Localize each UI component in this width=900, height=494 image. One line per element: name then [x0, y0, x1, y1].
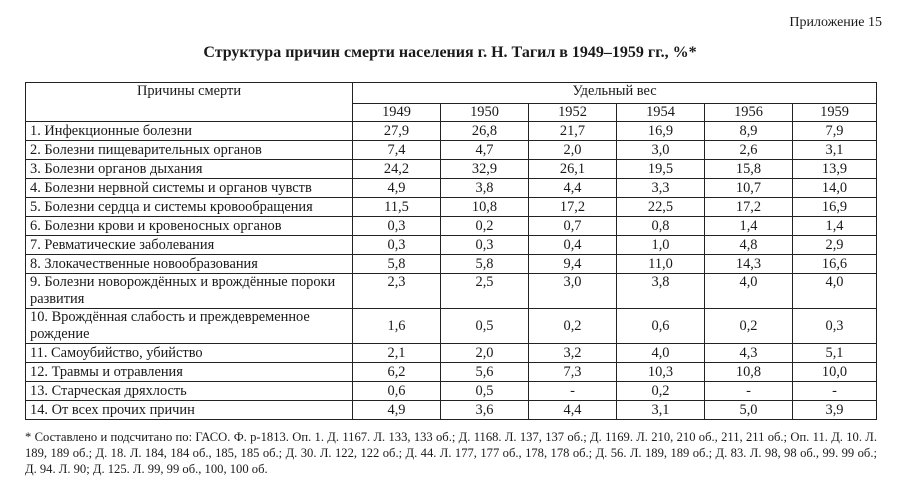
- value-cell: 4,9: [353, 179, 441, 198]
- value-cell: 1,4: [793, 217, 877, 236]
- value-cell: 17,2: [705, 198, 793, 217]
- table-row: [26, 309, 877, 344]
- value-cell: 0,3: [353, 217, 441, 236]
- value-cell: 10,0: [793, 363, 877, 382]
- value-cell: -: [793, 382, 877, 401]
- value-cell: 5,1: [793, 344, 877, 363]
- table-row: [26, 122, 877, 141]
- year-header: 1956: [705, 104, 793, 122]
- value-cell: 11,0: [617, 255, 705, 274]
- value-cell: 3,8: [441, 179, 529, 198]
- value-cell: 26,8: [441, 122, 529, 141]
- value-cell: 3,1: [793, 141, 877, 160]
- value-cell: 4,0: [793, 274, 877, 309]
- value-cell: 3,8: [617, 274, 705, 309]
- cause-cell: 5. Болезни сердца и системы кровообращения: [26, 198, 353, 217]
- cause-cell: 11. Самоубийство, убийство: [26, 344, 353, 363]
- value-cell: 10,3: [617, 363, 705, 382]
- value-cell: 10,7: [705, 179, 793, 198]
- value-cell: 26,1: [529, 160, 617, 179]
- table-row: [26, 236, 877, 255]
- value-cell: 2,6: [705, 141, 793, 160]
- cause-column-header: Причины смерти: [26, 83, 353, 122]
- value-cell: 5,8: [441, 255, 529, 274]
- cause-cell: 4. Болезни нервной системы и органов чувств: [26, 179, 353, 198]
- value-cell: 13,9: [793, 160, 877, 179]
- value-cell: 3,6: [441, 401, 529, 420]
- value-cell: 1,6: [353, 309, 441, 344]
- cause-cell: 10. Врождённая слабость и преждевременное рождение: [26, 309, 353, 344]
- value-cell: -: [705, 382, 793, 401]
- value-cell: 4,4: [529, 179, 617, 198]
- table-row: [26, 344, 877, 363]
- value-cell: 3,3: [617, 179, 705, 198]
- table-row: [26, 363, 877, 382]
- value-cell: 4,0: [617, 344, 705, 363]
- value-cell: 14,0: [793, 179, 877, 198]
- table-row: [26, 401, 877, 420]
- table-row: [26, 198, 877, 217]
- value-cell: -: [529, 382, 617, 401]
- value-cell: 1,4: [705, 217, 793, 236]
- value-cell: 4,9: [353, 401, 441, 420]
- value-cell: 9,4: [529, 255, 617, 274]
- value-cell: 15,8: [705, 160, 793, 179]
- value-cell: 0,2: [617, 382, 705, 401]
- value-cell: 5,6: [441, 363, 529, 382]
- year-header: 1959: [793, 104, 877, 122]
- table-row: [26, 382, 877, 401]
- year-header: 1954: [617, 104, 705, 122]
- mortality-table: [25, 82, 877, 420]
- value-cell: 32,9: [441, 160, 529, 179]
- value-cell: 5,8: [353, 255, 441, 274]
- value-cell: 4,8: [705, 236, 793, 255]
- share-group-header: Удельный вес: [353, 83, 877, 104]
- table-row: [26, 141, 877, 160]
- value-cell: 17,2: [529, 198, 617, 217]
- year-header: 1952: [529, 104, 617, 122]
- table-row: [26, 179, 877, 198]
- year-header: 1949: [353, 104, 441, 122]
- value-cell: 6,2: [353, 363, 441, 382]
- value-cell: 24,2: [353, 160, 441, 179]
- value-cell: 3,2: [529, 344, 617, 363]
- table-body: [26, 122, 877, 420]
- year-header: 1950: [441, 104, 529, 122]
- value-cell: 0,5: [441, 309, 529, 344]
- cause-cell: 12. Травмы и отравления: [26, 363, 353, 382]
- cause-cell: 3. Болезни органов дыхания: [26, 160, 353, 179]
- value-cell: 16,6: [793, 255, 877, 274]
- value-cell: 0,2: [705, 309, 793, 344]
- value-cell: 3,9: [793, 401, 877, 420]
- value-cell: 0,4: [529, 236, 617, 255]
- value-cell: 2,5: [441, 274, 529, 309]
- value-cell: 4,4: [529, 401, 617, 420]
- value-cell: 5,0: [705, 401, 793, 420]
- value-cell: 7,9: [793, 122, 877, 141]
- value-cell: 0,7: [529, 217, 617, 236]
- value-cell: 0,3: [793, 309, 877, 344]
- value-cell: 4,3: [705, 344, 793, 363]
- value-cell: 10,8: [441, 198, 529, 217]
- value-cell: 0,2: [529, 309, 617, 344]
- value-cell: 4,7: [441, 141, 529, 160]
- value-cell: 0,8: [617, 217, 705, 236]
- value-cell: 19,5: [617, 160, 705, 179]
- value-cell: 16,9: [793, 198, 877, 217]
- cause-cell: 6. Болезни крови и кровеносных органов: [26, 217, 353, 236]
- cause-cell: 2. Болезни пищеварительных органов: [26, 141, 353, 160]
- table-row: [26, 160, 877, 179]
- value-cell: 2,9: [793, 236, 877, 255]
- value-cell: 11,5: [353, 198, 441, 217]
- value-cell: 10,8: [705, 363, 793, 382]
- appendix-label: Приложение 15: [789, 15, 882, 30]
- value-cell: 3,1: [617, 401, 705, 420]
- value-cell: 27,9: [353, 122, 441, 141]
- value-cell: 0,6: [353, 382, 441, 401]
- value-cell: 0,3: [441, 236, 529, 255]
- cause-cell: 13. Старческая дряхлость: [26, 382, 353, 401]
- value-cell: 21,7: [529, 122, 617, 141]
- value-cell: 0,3: [353, 236, 441, 255]
- value-cell: 14,3: [705, 255, 793, 274]
- source-footnote: * Составлено и подсчитано по: ГАСО. Ф. р-1813. Оп. 1. Д. 1167. Л. 133, 133 об.; Д. 1168. Л. 137, 137 об.; Д. 1169. Л. 210, 210 об., 211, 211 об.; Оп. 11. Д. 10. Л. 189, 189 об.; Д. 18. Л. 184, 184 об., 185, 185 об.; Д. 30. Л. 122, 122 об.; Д. 44. Л. 177, 177 об., 178, 178 об.; Д. 56. Л. 189, 189 об.; Д. 83. Л. 98, 98 об., 99. 99 об.; Д. 94. Л. 90; Д. 125. Л. 99, 99 об., 100, 100 об.: [25, 430, 877, 476]
- value-cell: 3,0: [529, 274, 617, 309]
- table-title: Структура причин смерти населения г. Н. Тагил в 1949–1959 гг., %*: [203, 44, 697, 61]
- value-cell: 8,9: [705, 122, 793, 141]
- cause-cell: 9. Болезни новорождённых и врождённые пороки развития: [26, 274, 353, 309]
- cause-cell: 14. От всех прочих причин: [26, 401, 353, 420]
- value-cell: 0,5: [441, 382, 529, 401]
- value-cell: 4,0: [705, 274, 793, 309]
- value-cell: 0,2: [441, 217, 529, 236]
- value-cell: 2,3: [353, 274, 441, 309]
- table-row: [26, 255, 877, 274]
- table-row: [26, 217, 877, 236]
- value-cell: 3,0: [617, 141, 705, 160]
- value-cell: 2,0: [529, 141, 617, 160]
- value-cell: 0,6: [617, 309, 705, 344]
- cause-cell: 8. Злокачественные новообразования: [26, 255, 353, 274]
- value-cell: 7,4: [353, 141, 441, 160]
- value-cell: 16,9: [617, 122, 705, 141]
- cause-cell: 1. Инфекционные болезни: [26, 122, 353, 141]
- value-cell: 2,0: [441, 344, 529, 363]
- table-row: [26, 274, 877, 309]
- cause-cell: 7. Ревматические заболевания: [26, 236, 353, 255]
- value-cell: 22,5: [617, 198, 705, 217]
- value-cell: 7,3: [529, 363, 617, 382]
- value-cell: 1,0: [617, 236, 705, 255]
- value-cell: 2,1: [353, 344, 441, 363]
